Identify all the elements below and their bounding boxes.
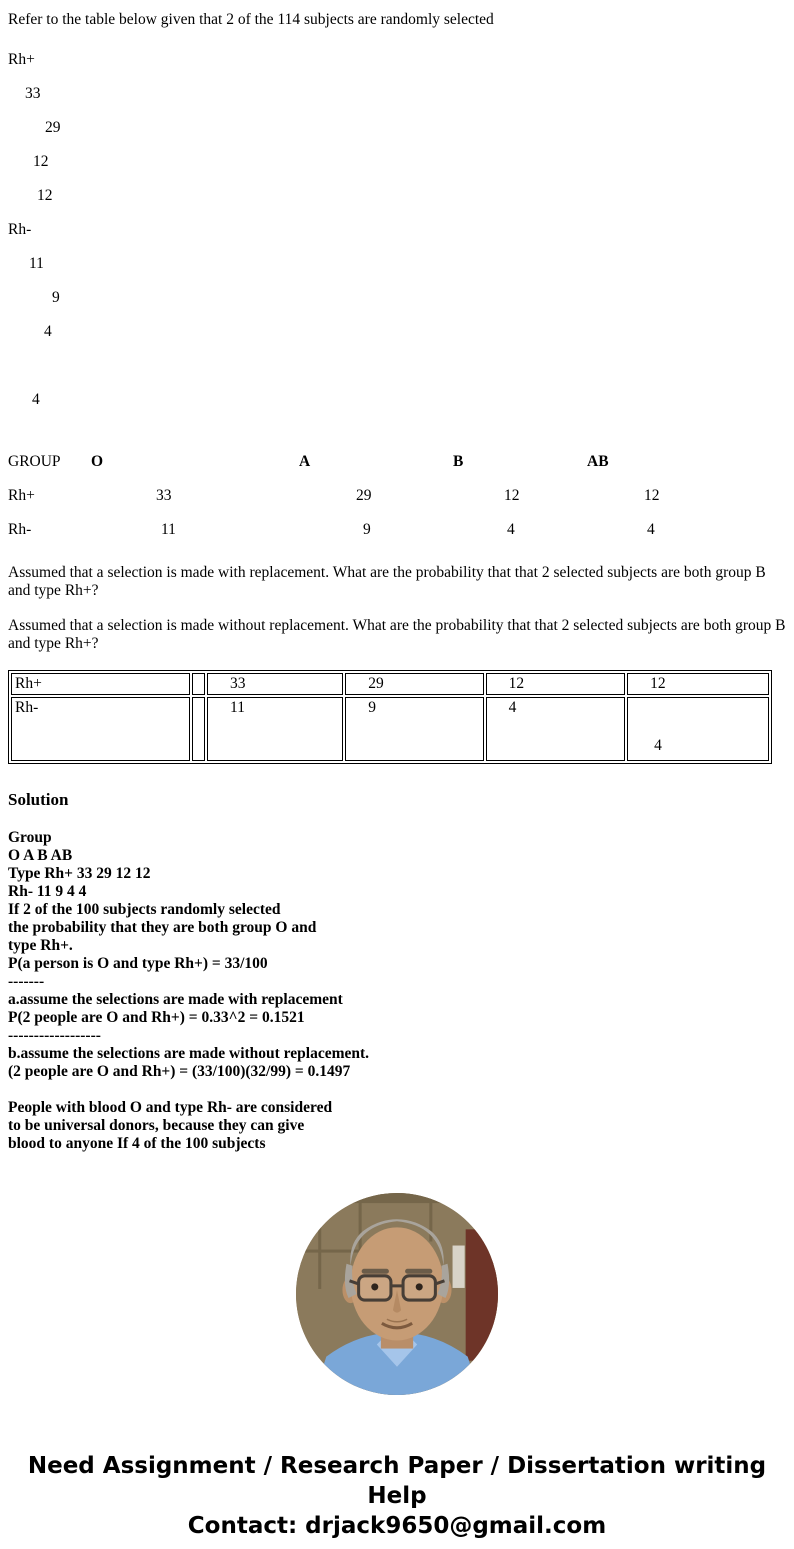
group-table-inline <box>8 445 786 547</box>
group-cell: 12 <box>504 487 520 504</box>
stack-line: 12 <box>37 187 53 204</box>
group-cell: 4 <box>507 521 515 538</box>
group-cell: 12 <box>644 487 660 504</box>
table-cell: 29 <box>345 673 483 695</box>
stack-line: Rh- <box>8 221 32 238</box>
group-header-cell: A <box>299 453 311 470</box>
solution-line: blood to anyone If 4 of the 100 subjects <box>8 1135 266 1152</box>
group-header-cell: B <box>453 453 464 470</box>
stack-line: 9 <box>52 289 60 306</box>
solution-line: O A B AB <box>8 847 73 864</box>
solution-line: People with blood O and type Rh- are considered <box>8 1099 333 1116</box>
solution-line: b.assume the selections are made without replacement. <box>8 1045 370 1062</box>
group-cell: 11 <box>161 521 176 538</box>
solution-line: ------------------ <box>8 1027 101 1044</box>
group-header-cell: O <box>91 453 104 470</box>
stack-line: 12 <box>33 153 49 170</box>
group-cell: 33 <box>156 487 172 504</box>
group-header-cell: AB <box>587 453 609 470</box>
stack-line: Rh+ <box>8 51 35 68</box>
table-cell: 11 <box>207 697 343 761</box>
tutor-portrait-photo <box>296 1193 498 1395</box>
group-cell: Rh+ <box>8 487 35 504</box>
solution-line: Rh- 11 9 4 4 <box>8 883 87 900</box>
stack-line: 4 <box>44 323 52 340</box>
solution-line: Type Rh+ 33 29 12 12 <box>8 865 151 882</box>
stack-line: 11 <box>29 255 44 272</box>
avatar <box>296 1193 498 1395</box>
group-cell: 4 <box>647 521 655 538</box>
data-stack <box>8 43 786 417</box>
table-cell <box>192 697 205 761</box>
group-row-rh-positive <box>8 479 786 513</box>
table-cell: 9 <box>345 697 483 761</box>
question-without-replacement: Assumed that a selection is made without replacement. What are the probability that that 2 selected subjects are both group B and type Rh+? <box>8 617 786 652</box>
table-cell: 4 <box>627 697 769 761</box>
solution-line: Group <box>8 829 52 846</box>
help-banner-text: Need Assignment / Research Paper / Dissertation writing Help <box>27 1453 767 1509</box>
table-cell: 4 <box>486 697 626 761</box>
solution-line: (2 people are O and Rh+) = (33/100)(32/99) = 0.1497 <box>8 1063 351 1080</box>
table-row <box>11 673 769 695</box>
group-cell: Rh- <box>8 521 32 538</box>
group-header-row <box>8 445 786 479</box>
solution-line <box>8 1081 786 1099</box>
question-with-replacement: Assumed that a selection is made with replacement. What are the probability that that 2 selected subjects are both group B and type Rh+? <box>8 564 766 599</box>
table-cell: 12 <box>627 673 769 695</box>
solution-line: to be universal donors, because they can give <box>8 1117 305 1134</box>
group-header-cell: GROUP <box>8 453 61 470</box>
stack-line: 33 <box>25 85 41 102</box>
group-row-rh-negative <box>8 513 786 547</box>
solution-line: type Rh+. <box>8 937 73 954</box>
solution-line: If 2 of the 100 subjects randomly selected <box>8 901 281 918</box>
stack-line: 29 <box>45 119 61 136</box>
intro-text: Refer to the table below given that 2 of the 114 subjects are randomly selected <box>8 11 494 28</box>
solution-line: P(a person is O and type Rh+) = 33/100 <box>8 955 268 972</box>
table-cell: Rh- <box>11 697 190 761</box>
solution-line: the probability that they are both group O and <box>8 919 317 936</box>
table-cell <box>192 673 205 695</box>
solution-line: a.assume the selections are made with replacement <box>8 991 343 1008</box>
data-table <box>8 670 772 764</box>
solution-line: P(2 people are O and Rh+) = 0.33^2 = 0.1521 <box>8 1009 305 1026</box>
table-row <box>11 697 769 761</box>
contact-email: Contact: drjack9650@gmail.com <box>187 1513 607 1539</box>
help-banner <box>8 1451 786 1541</box>
solution-block <box>8 829 786 1153</box>
group-cell: 9 <box>363 521 371 538</box>
table-cell: 12 <box>486 673 626 695</box>
group-cell: 29 <box>356 487 372 504</box>
stack-line <box>8 349 786 383</box>
stack-line: 4 <box>32 391 40 408</box>
table-cell: Rh+ <box>11 673 190 695</box>
solution-line: ------- <box>8 973 45 990</box>
solution-heading: Solution <box>8 790 69 809</box>
table-cell: 33 <box>207 673 343 695</box>
